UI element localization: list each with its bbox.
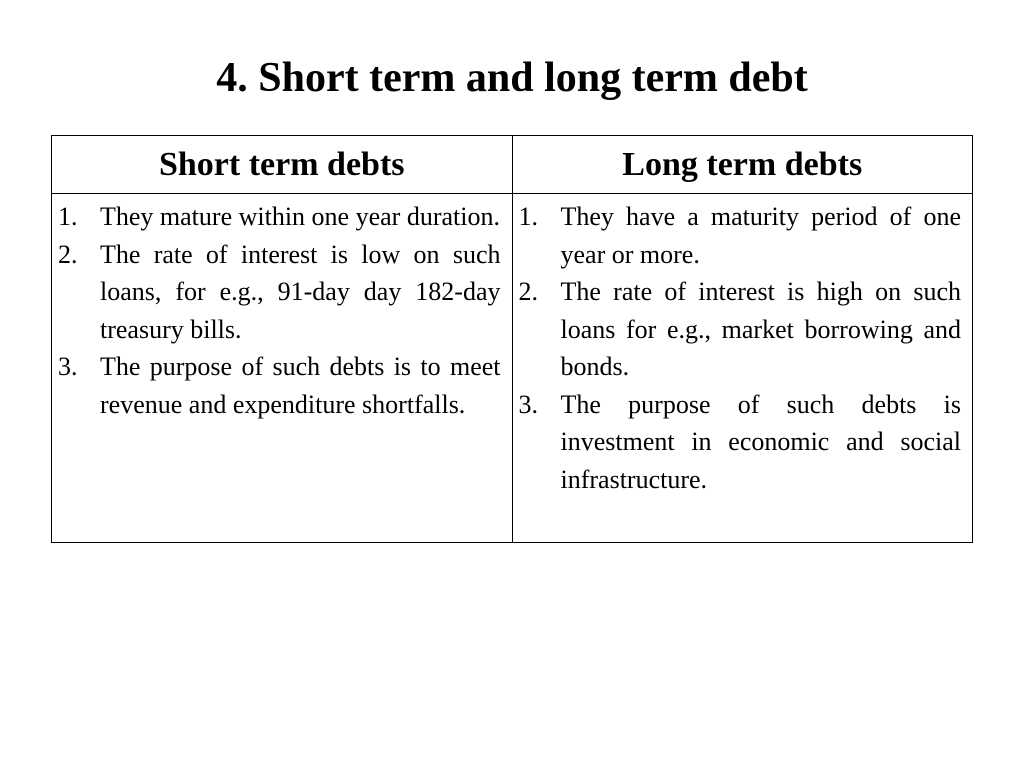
item-number: 1. bbox=[58, 202, 78, 231]
list-item bbox=[519, 273, 962, 386]
short-term-cell bbox=[52, 194, 513, 543]
long-term-cell bbox=[512, 194, 973, 543]
list-item bbox=[519, 198, 962, 273]
table-header-row bbox=[52, 136, 973, 194]
item-text: The purpose of such debts is to meet revenue and expenditure shortfalls. bbox=[100, 352, 501, 419]
list-item bbox=[58, 348, 501, 423]
item-number: 1. bbox=[518, 202, 538, 231]
item-number: 3. bbox=[58, 352, 78, 381]
item-text: They have a maturity period of one year or more. bbox=[560, 202, 961, 269]
list-item bbox=[58, 236, 501, 349]
list-item bbox=[58, 198, 501, 236]
short-term-list bbox=[58, 198, 501, 423]
item-text: They mature within one year duration. bbox=[100, 202, 500, 231]
list-item bbox=[519, 386, 962, 499]
long-term-list bbox=[519, 198, 962, 498]
item-number: 2. bbox=[518, 277, 538, 306]
header-short-term: Short term debts bbox=[52, 136, 513, 194]
item-text: The rate of interest is low on such loans, for e.g., 91-day day 182-day treasury bills. bbox=[100, 239, 501, 344]
item-text: The purpose of such debts is investment in economic and social infrastructure. bbox=[560, 389, 961, 494]
item-text: The rate of interest is high on such loans for e.g., market borrowing and bonds. bbox=[560, 277, 961, 381]
slide-title: 4. Short term and long term debt bbox=[216, 55, 808, 101]
item-number: 2. bbox=[58, 239, 78, 269]
header-long-term: Long term debts bbox=[512, 136, 973, 194]
comparison-table bbox=[51, 135, 973, 543]
table-row bbox=[52, 194, 973, 543]
item-number: 3. bbox=[518, 389, 538, 419]
